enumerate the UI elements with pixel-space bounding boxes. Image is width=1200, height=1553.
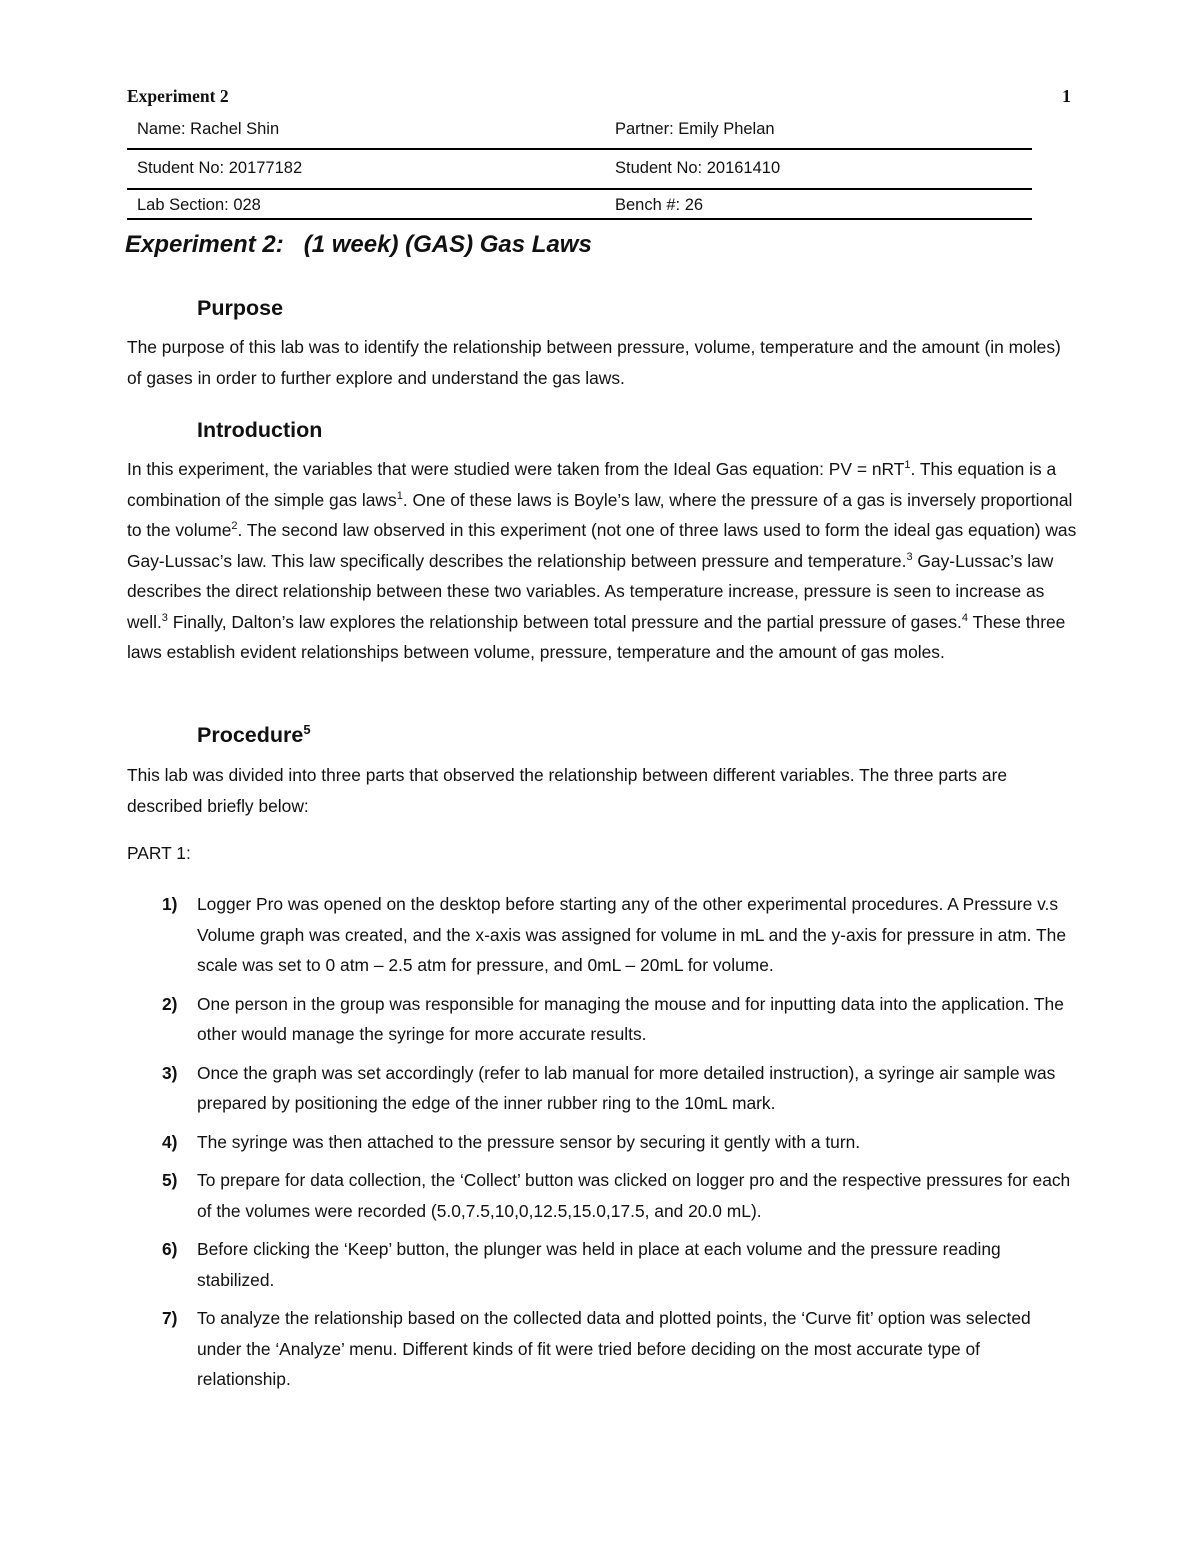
citation-ref: 1	[396, 489, 403, 502]
procedure-step: 6) Before clicking the ‘Keep’ button, the plunger was held in place at each volume and the pressure reading stabilized.	[162, 1239, 1001, 1290]
page-number: 1	[1062, 86, 1071, 106]
info-row	[127, 188, 1032, 220]
purpose-heading: Purpose	[197, 296, 284, 320]
purpose-text: The purpose of this lab was to identify the relationship between pressure, volume, temperature and the amount (in moles) of gases in order to further explore and understand the gas laws.	[127, 337, 1061, 388]
student-name: Name: Rachel Shin	[137, 120, 280, 138]
info-row	[127, 148, 1032, 188]
bench-number: Bench #: 26	[615, 196, 704, 214]
procedure-step: 2) One person in the group was responsible for managing the mouse and for inputting data into the application. The other would manage the syringe for more accurate results.	[162, 993, 1064, 1044]
document-title: Experiment 2: (1 week) (GAS) Gas Laws	[125, 231, 592, 258]
part-label: PART 1:	[127, 843, 191, 863]
citation-ref: 3	[161, 611, 168, 624]
procedure-intro: This lab was divided into three parts that observed the relationship between different variables. The three parts are described briefly below:	[127, 765, 1008, 816]
partner-student-number: Student No: 20161410	[615, 159, 781, 177]
running-header: Experiment 2	[127, 86, 229, 106]
procedure-steps	[127, 889, 1077, 1403]
citation-ref: 5	[303, 722, 311, 737]
lab-section: Lab Section: 028	[137, 196, 261, 214]
partner-name: Partner: Emily Phelan	[615, 120, 775, 138]
citation-ref: 2	[231, 520, 238, 533]
citation-ref: 1	[904, 459, 911, 472]
citation-ref: 4	[961, 611, 969, 624]
introduction-heading: Introduction	[197, 418, 323, 442]
procedure-step: 4) The syringe was then attached to the pressure sensor by securing it gently with a turn.	[162, 1131, 861, 1152]
info-row	[127, 110, 1032, 148]
info-table	[127, 110, 1032, 220]
procedure-step: 1) Logger Pro was opened on the desktop before starting any of the other experimental procedures. A Pressure v.s Volume graph was created, and the x-axis was assigned for volume in mL and the y-axis for pressure in atm. The scale was set to 0 atm – 2.5 atm for pressure, and 0mL – 20mL for volume.	[162, 894, 1066, 975]
student-number: Student No: 20177182	[137, 159, 303, 177]
introduction-text: In this experiment, the variables that were studied were taken from the Ideal Gas equation: PV = nRT$^1$. This equation is a combination of the simple gas laws$^1$. One of these laws is Boyle’s law, where the pressure of a gas is inversely proportional to the volume$^2$. The second law observed in this experiment (not one of three laws used to form the ideal gas equation) was Gay-Lussac’s law. This law specifically describes the relationship between pressure and temperature.$^3$ Gay-Lussac’s law describes the direct relationship between these two variables. As temperature increase, pressure is seen to increase as well.$^3$ Finally, Dalton’s law explores the relationship between total pressure and the partial pressure of gases.$^4$ These three laws establish evident relationships between volume, pressure, temperature and the amount of gas moles.	[127, 459, 1077, 662]
citation-ref: 3	[906, 550, 913, 563]
procedure-step: 5) To prepare for data collection, the ‘Collect’ button was clicked on logger pro and the respective pressures for each of the volumes were recorded (5.0,7.5,10,0,12.5,15.0,17.5, and 20.0 mL).	[162, 1170, 1071, 1221]
procedure-heading: Procedure$^5$	[197, 722, 311, 748]
procedure-step: 3) Once the graph was set accordingly (refer to lab manual for more detailed instruction), a syringe air sample was prepared by positioning the edge of the inner rubber ring to the 10mL mark.	[162, 1062, 1056, 1113]
procedure-step: 7) To analyze the relationship based on the collected data and plotted points, the ‘Curve fit’ option was selected under the ‘Analyze’ menu. Different kinds of fit were tried before deciding on the most accurate type of relationship.	[162, 1308, 1031, 1389]
